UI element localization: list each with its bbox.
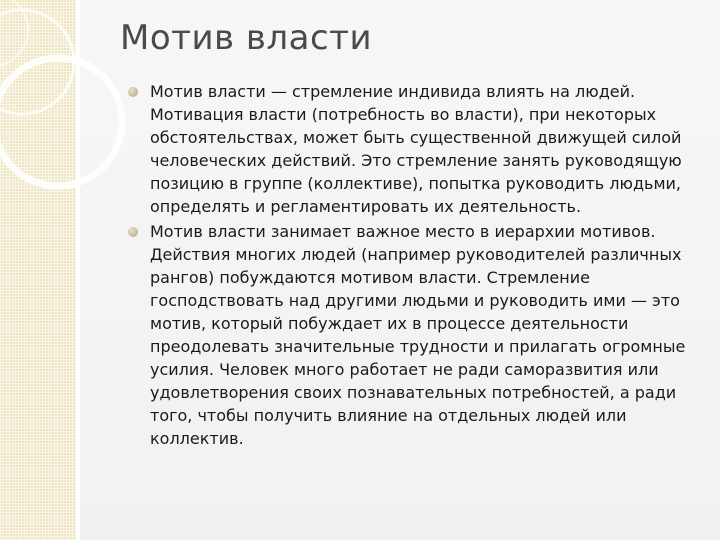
bullet-item: [128, 220, 700, 450]
bullet-text: Мотив власти занимает важное место в иерархии мотивов. Действия многих людей (например руководителей различных рангов) побуждаются мотивом власти. Стремление господствовать над другими людьми и руководить ими — это мотив, который побуждает их в процессе деятельности преодолевать значительные трудности и прилагать огромные усилия. Человек много работает не ради саморазвития или удовлетворения своих познавательных потребностей, а ради того, чтобы получить влияние на отдельных людей или коллектив.: [150, 222, 686, 448]
decorative-ring-large: [0, 58, 122, 186]
slide-title: Мотив власти: [120, 18, 373, 58]
slide-content: [128, 80, 700, 452]
bullet-item: [128, 80, 700, 218]
bullet-text: Мотив власти — стремление индивида влиять на людей. Мотивация власти (потребность во власти), при некоторых обстоятельствах, может быть существенной движущей силой человеческих действий. Это стремление занять руководящую позицию в группе (коллективе), попытка руководить людьми, определять и регламентировать их деятельность.: [150, 82, 682, 216]
bullet-dot-icon: [128, 227, 138, 237]
bullet-dot-icon: [128, 87, 138, 97]
bullet-list: [128, 80, 700, 450]
